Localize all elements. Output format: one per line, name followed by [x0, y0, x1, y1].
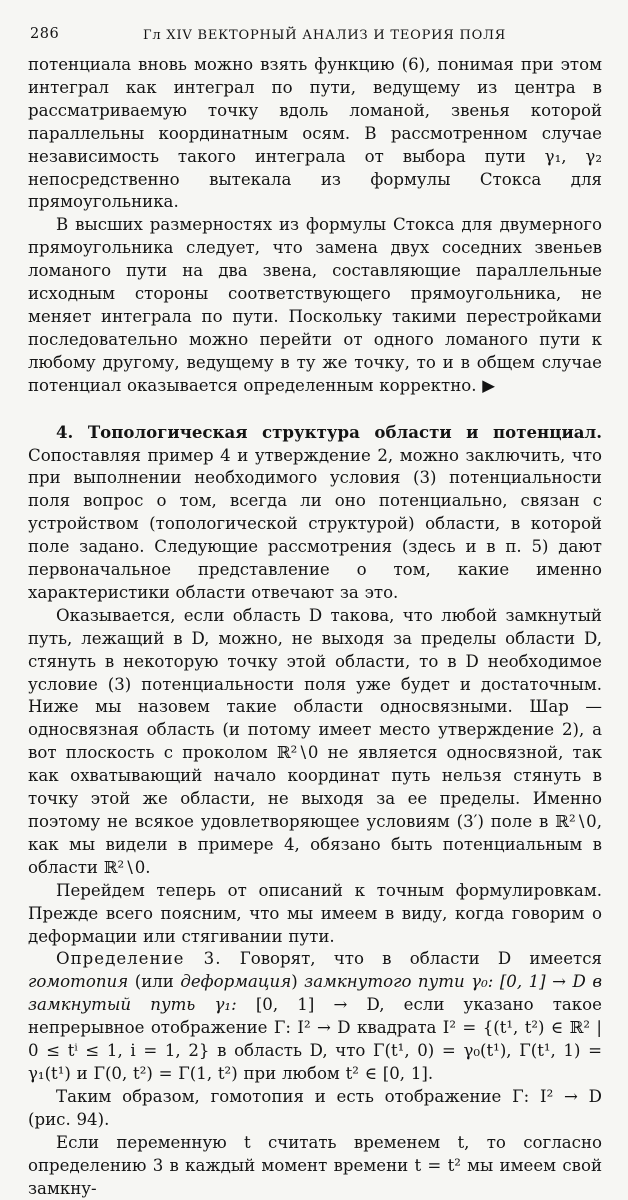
term-homotopy: гомотопия — [28, 972, 129, 992]
section-4 — [28, 421, 602, 605]
paragraph-homotopy-map: Таким образом, гомотопия и есть отображение Γ: I² → D (рис. 94). — [28, 1086, 602, 1129]
page-header — [28, 26, 602, 54]
paragraph-simply-connected: Оказывается, если область D такова, что любой замкнутый путь, лежащий в D, можно, не выходя за пределы области D, стянуть в некоторую точку этой области, то в D необходимое условие (3) потенциальности поля уже будет и достаточным. Ниже мы назовем такие области односвязными. Шар — односвязная область (и потому имеет место утверждение 2), а вот плоскость с проколом ℝ²∖0 не является односвязной, так как охватывающий начало координат путь нельзя стянуть в точку этой же области, не выходя за ее пределы. Именно поэтому не всякое удовлетворяющее условиям (3′) поле в ℝ²∖0, как мы видели в примере 4, обязано быть потенциальным в области ℝ²∖0. — [28, 605, 602, 877]
term-deformation: деформация — [180, 972, 292, 992]
definition-3 — [28, 948, 602, 1085]
definition-label: Определение 3. — [56, 949, 222, 969]
definition-text-c: ) — [291, 972, 305, 992]
paragraph-continuation: потенциала вновь можно взять функцию (6), понимая при этом интеграл как интеграл по пути, ведущему из центра в рассматриваемую точку вдоль ломаной, звенья которой параллельны координатным осям. В рассмотренном случае независимость такого интеграла от выбора пути γ₁, γ₂ непосредственно вытекала из формулы Стокса для прямоугольника. — [28, 55, 602, 212]
section-4-title: 4. Топологическая структура области и потенциал. — [56, 421, 602, 442]
running-title: Гл XIV ВЕКТОРНЫЙ АНАЛИЗ И ТЕОРИЯ ПОЛЯ — [143, 28, 507, 43]
paragraph-time: Если переменную t считать временем t, то согласно определению 3 в каждый момент времени t = t² мы имеем свой замкну- — [28, 1132, 602, 1198]
paragraph-higher-dimensions: В высших размерностях из формулы Стокса для двумерного прямоугольника следует, что замена двух соседних звеньев ломаного пути на два звена, составляющие параллельные исходным стороны соответствующего прямоугольника, не меняет интеграла по пути. Поскольку такими перестройками последовательно можно перейти от одного ломаного пути к любому другому, ведущему в ту же точку, то и в общем случае потенциал оказывается определенным корректно. ▶ — [28, 215, 602, 395]
definition-text-a: Говорят, что в области D имеется — [221, 949, 602, 969]
page-number: 286 — [30, 26, 60, 42]
definition-text-d: [0, 1] → D, если указано такое непрерывное отображение Γ: I² → D квадрата I² = {(t¹, t²) ∈ ℝ² | 0 ≤ tⁱ ≤ 1, i = 1, 2} в область D, что Γ(t¹, 0) = γ₀(t¹), Γ(t¹, 1) = γ₁(t¹) и Γ(0, t²) = Γ(1, t²) при любом t² ∈ [0, 1]. — [28, 995, 602, 1083]
page-body — [28, 54, 602, 1200]
section-gap — [28, 398, 602, 421]
paragraph-formulations: Перейдем теперь от описаний к точным формулировкам. Прежде всего поясним, что мы имеем в виду, когда говорим о деформации или стягивании пути. — [28, 880, 602, 946]
section-4-text: Сопоставляя пример 4 и утверждение 2, можно заключить, что при выполнении необходимого условия (3) потенциальности поля вопрос о том, всегда ли оно потенциально, связан с устройством (топологической структурой) области, в которой поле задано. Следующие рассмотрения (здесь и в п. 5) дают первоначальное представление о том, какие именно характеристики области отвечают за это. — [28, 445, 602, 602]
definition-text-b: (или — [128, 972, 181, 992]
term-closed-path: замкнутого пути γ₀: [0, 1] → D в замкнутый путь γ₁: — [28, 972, 603, 1015]
